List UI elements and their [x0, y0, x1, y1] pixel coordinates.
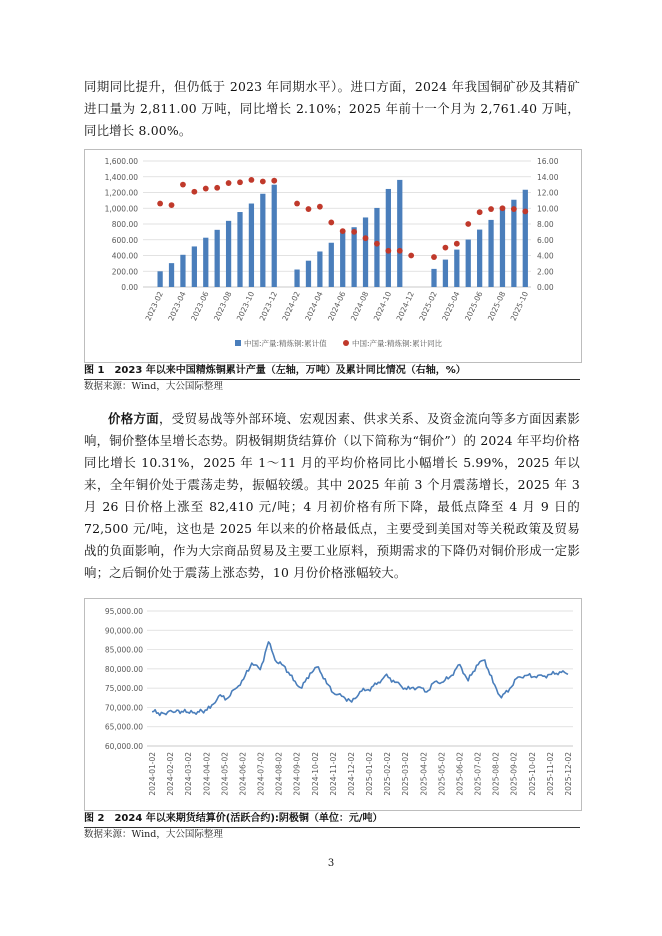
bar-cumulative-output: [169, 263, 174, 287]
y-left-tick-label: 800.00: [111, 220, 138, 229]
y-right-tick-label: 0.00: [537, 283, 554, 292]
bar-cumulative-output: [272, 185, 277, 287]
y-left-tick-label: 200.00: [111, 267, 138, 277]
chart-copper-futures-price: [84, 598, 582, 811]
y-tick-label: 90,000.00: [104, 626, 143, 636]
dot-cumulative-yoy: [443, 245, 449, 251]
y-left-tick-label: 600.00: [111, 235, 138, 245]
x-tick-label: 2024-04-02: [202, 752, 212, 796]
bar-cumulative-output: [203, 238, 208, 287]
x-tick-label: 2025-09-02: [509, 752, 519, 796]
y-left-tick-label: 0.00: [121, 283, 138, 292]
x-tick-label: 2024-08-02: [274, 752, 284, 796]
x-tick-label: 2025-03-02: [401, 752, 411, 796]
x-tick-label: 2025-08: [485, 290, 508, 323]
y-tick-label: 85,000.00: [104, 645, 143, 655]
price-series-line: [152, 642, 568, 716]
dot-cumulative-yoy: [317, 204, 323, 210]
dot-cumulative-yoy: [191, 189, 197, 195]
bar-cumulative-output: [488, 220, 493, 287]
bar-cumulative-output: [306, 261, 311, 287]
legend-bar-swatch: [235, 340, 241, 346]
y-left-tick-label: 1,600.00: [104, 157, 138, 166]
x-tick-label: 2023-06: [189, 290, 211, 323]
chart1-svg: [85, 150, 581, 362]
y-tick-label: 65,000.00: [104, 722, 143, 732]
y-left-tick-label: 1,000.00: [104, 204, 138, 214]
legend-dot-label: 中国:产量:精炼铜:累计同比: [352, 339, 443, 348]
bar-cumulative-output: [431, 269, 436, 287]
y-right-tick-label: 12.00: [537, 188, 559, 198]
dot-cumulative-yoy: [260, 179, 266, 185]
x-tick-label: 2025-04-02: [419, 752, 429, 796]
bar-cumulative-output: [466, 240, 471, 287]
dot-cumulative-yoy: [351, 229, 357, 235]
dot-cumulative-yoy: [397, 248, 403, 254]
x-tick-label: 2025-10-02: [527, 752, 537, 796]
dot-cumulative-yoy: [203, 186, 209, 192]
x-tick-label: 2024-01-02: [148, 752, 157, 796]
dot-cumulative-yoy: [374, 241, 380, 247]
paragraph-price-lead: 价格方面: [108, 411, 160, 426]
bar-cumulative-output: [397, 180, 402, 287]
x-tick-label: 2025-12-02: [564, 752, 573, 796]
dot-cumulative-yoy: [488, 206, 494, 212]
bar-cumulative-output: [215, 230, 220, 287]
x-tick-label: 2024-07-02: [256, 752, 266, 796]
bar-cumulative-output: [351, 227, 356, 287]
dot-cumulative-yoy: [454, 241, 460, 247]
x-tick-label: 2024-02: [280, 290, 302, 323]
x-tick-label: 2024-08: [348, 290, 371, 323]
y-right-tick-label: 16.00: [537, 157, 559, 166]
x-tick-label: 2023-04: [166, 290, 188, 323]
bar-cumulative-output: [363, 217, 368, 287]
bar-cumulative-output: [157, 271, 162, 287]
x-tick-label: 2025-07-02: [473, 752, 483, 796]
dot-cumulative-yoy: [294, 201, 300, 207]
x-tick-label: 2025-02-02: [383, 752, 393, 796]
x-tick-label: 2023-12: [257, 290, 280, 323]
legend-bar-label: 中国:产量:精炼铜:累计值: [244, 339, 327, 348]
x-tick-label: 2025-08-02: [491, 752, 501, 796]
dot-cumulative-yoy: [271, 178, 277, 184]
dot-cumulative-yoy: [237, 179, 243, 185]
bar-cumulative-output: [523, 190, 528, 287]
x-tick-label: 2025-10: [508, 290, 531, 323]
dot-cumulative-yoy: [157, 201, 163, 207]
bar-cumulative-output: [386, 189, 391, 287]
chart-refined-copper-output: [84, 149, 582, 363]
bar-cumulative-output: [454, 250, 459, 287]
dot-cumulative-yoy: [431, 254, 437, 260]
bar-cumulative-output: [374, 208, 379, 287]
dot-cumulative-yoy: [328, 220, 334, 226]
x-tick-label: 2025-06-02: [455, 752, 465, 796]
dot-cumulative-yoy: [500, 205, 506, 211]
bar-cumulative-output: [511, 200, 516, 287]
bar-cumulative-output: [477, 230, 482, 287]
paragraph-price: [84, 408, 580, 584]
figure1-caption: 图 1 2023 年以来中国精炼铜累计产量（左轴，万吨）及累计同比情况（右轴，%）: [84, 364, 580, 380]
y-tick-label: 60,000.00: [104, 742, 143, 751]
y-tick-label: 95,000.00: [104, 607, 143, 616]
x-tick-label: 2025-05-02: [437, 752, 447, 796]
y-right-tick-label: 10.00: [537, 204, 559, 214]
x-tick-label: 2024-02-02: [166, 752, 176, 796]
x-tick-label: 2024-04: [303, 290, 325, 323]
y-right-tick-label: 14.00: [537, 172, 559, 182]
paragraph-import: 同期同比提升，但仍低于 2023 年同期水平）。进口方面，2024 年我国铜矿砂及其精矿进口量为 2,811.00 万吨，同比增长 2.10%；2025 年前十一个月为 2,761.40 万吨，同比增长 8.00%。: [84, 79, 580, 138]
dot-cumulative-yoy: [385, 248, 391, 254]
bar-cumulative-output: [500, 207, 505, 287]
paragraph-price-body: ，受贸易战等外部环境、宏观因素、供求关系、及资金流向等多方面因素影响，铜价整体呈增长态势。阴极铜期货结算价（以下简称为“铜价”）的 2024 年平均价格同比增长 10.31%，2025 年 1～11 月的平均价格同比小幅增长 5.99%，2025 年以来，全年铜价处于震荡走势，振幅较缓。其中 2025 年前 3 个月震荡增长，2025 年 3 月 26 日价格上涨至 82,410 元/吨；4 月初价格有所下降，最低点降至 4 月 9 日的 72,500 元/吨，这也是 2025 年以来的价格最低点，主要受到美国对等关税政策及贸易战的负面影响，作为大宗商品贸易及主要工业原料，预期需求的下降仍对铜价形成一定影响；之后铜价处于震荡上涨态势，10 月份价格涨幅较大。: [84, 411, 580, 580]
bar-cumulative-output: [180, 255, 185, 287]
y-left-tick-label: 1,400.00: [104, 172, 138, 182]
x-tick-label: 2023-02: [143, 290, 165, 323]
y-left-tick-label: 1,200.00: [104, 188, 138, 198]
dot-cumulative-yoy: [522, 209, 528, 215]
y-left-tick-label: 400.00: [111, 251, 138, 261]
figure1-source: 数据来源：Wind，大公国际整理: [84, 381, 223, 392]
dot-cumulative-yoy: [306, 206, 312, 212]
y-tick-label: 80,000.00: [104, 664, 143, 674]
x-tick-label: 2024-10: [371, 290, 394, 323]
x-tick-label: 2024-06: [326, 290, 348, 323]
x-tick-label: 2024-12: [394, 290, 416, 323]
x-tick-label: 2024-12-02: [346, 752, 356, 796]
dot-cumulative-yoy: [249, 177, 255, 183]
y-right-tick-label: 6.00: [537, 235, 554, 245]
x-tick-label: 2024-11-02: [328, 752, 338, 796]
dot-cumulative-yoy: [226, 180, 232, 186]
chart2-svg: [85, 599, 581, 810]
bar-cumulative-output: [443, 260, 448, 287]
bar-cumulative-output: [237, 212, 242, 287]
x-tick-label: 2025-06: [463, 290, 485, 323]
figure2-caption: 图 2 2024 年以来期货结算价(活跃合约):阴极铜（单位：元/吨）: [84, 812, 580, 828]
x-tick-label: 2024-06-02: [238, 752, 248, 796]
dot-cumulative-yoy: [465, 221, 471, 227]
legend-dot-swatch: [343, 340, 349, 346]
x-tick-label: 2023-08: [211, 290, 234, 323]
dot-cumulative-yoy: [408, 253, 414, 259]
x-tick-label: 2025-02: [417, 290, 439, 323]
bar-cumulative-output: [340, 232, 345, 287]
dot-cumulative-yoy: [363, 235, 369, 241]
dot-cumulative-yoy: [477, 209, 483, 215]
x-tick-label: 2025-04: [440, 290, 462, 323]
dot-cumulative-yoy: [180, 182, 186, 188]
y-right-tick-label: 8.00: [537, 220, 554, 229]
x-tick-label: 2025-01-02: [365, 752, 375, 796]
x-tick-label: 2025-11-02: [545, 752, 555, 796]
bar-cumulative-output: [317, 251, 322, 287]
bar-cumulative-output: [226, 221, 231, 287]
dot-cumulative-yoy: [214, 185, 220, 191]
x-tick-label: 2024-03-02: [184, 752, 194, 796]
dot-cumulative-yoy: [169, 202, 175, 208]
x-tick-label: 2024-09-02: [292, 752, 302, 796]
y-right-tick-label: 2.00: [537, 267, 554, 277]
dot-cumulative-yoy: [340, 228, 346, 234]
x-tick-label: 2024-05-02: [220, 752, 230, 796]
y-right-tick-label: 4.00: [537, 251, 554, 261]
bar-cumulative-output: [260, 194, 265, 287]
page-number: 3: [327, 858, 335, 869]
x-tick-label: 2023-10: [234, 290, 257, 323]
x-tick-label: 2024-10-02: [310, 752, 320, 796]
y-tick-label: 75,000.00: [104, 684, 143, 694]
bar-cumulative-output: [249, 204, 254, 287]
bar-cumulative-output: [192, 246, 197, 287]
figure2-source: 数据来源：Wind，大公国际整理: [84, 829, 223, 840]
bar-cumulative-output: [329, 243, 334, 287]
y-tick-label: 70,000.00: [104, 703, 143, 713]
dot-cumulative-yoy: [511, 206, 517, 212]
bar-cumulative-output: [294, 270, 299, 287]
